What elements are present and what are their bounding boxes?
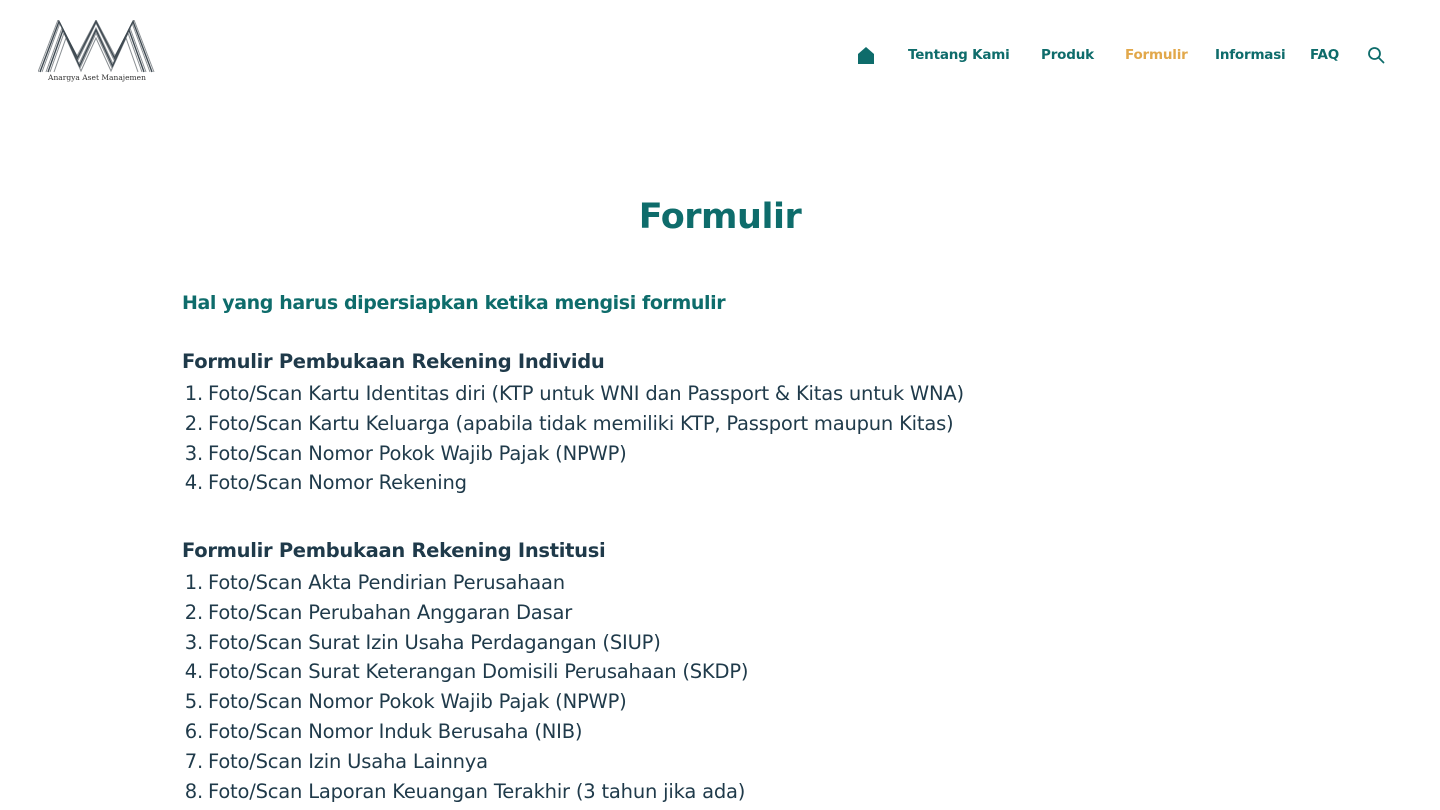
list-item-text: Foto/Scan Nomor Induk Berusaha (NIB) [208,719,583,743]
list-item-text: Foto/Scan Perubahan Anggaran Dasar [208,600,573,624]
search-icon[interactable] [1367,46,1385,64]
list-item-number: 2. [184,600,203,624]
home-icon[interactable] [857,46,875,64]
list-item-number: 6. [184,719,203,743]
section-subtitle: Hal yang harus dipersiapkan ketika mengisi formulir [182,292,726,314]
list-item-text: Foto/Scan Surat Keterangan Domisili Perusahaan (SKDP) [208,660,749,684]
list-item-text: Foto/Scan Surat Izin Usaha Perdagangan (SIUP) [208,630,661,654]
list-item-number: 4. [184,471,203,495]
nav-item-faq[interactable]: FAQ [1310,47,1339,63]
list-item-number: 1. [184,382,203,405]
site-header [0,0,1440,110]
list-item-number: 1. [184,571,203,594]
individu-form-heading: Formulir Pembukaan Rekening Individu [182,350,605,373]
institusi-form-heading: Formulir Pembukaan Rekening Institusi [182,539,606,562]
list-item-text: Foto/Scan Kartu Keluarga (apabila tidak memiliki KTP, Passport maupun Kitas) [208,411,954,435]
list-item-number: 3. [184,441,203,465]
nav-item-informasi[interactable]: Informasi [1215,47,1286,63]
nav-item-produk[interactable]: Produk [1041,47,1094,63]
list-item-text: Foto/Scan Izin Usaha Lainnya [208,749,488,773]
main-navigation [0,44,1440,72]
list-item-text: Foto/Scan Kartu Identitas diri (KTP untuk WNI dan Passport & Kitas untuk WNA) [208,382,964,405]
logo-caption: Anargya Aset Manajemen [48,73,146,82]
list-item-text: Foto/Scan Nomor Pokok Wajib Pajak (NPWP) [208,441,627,465]
nav-item-formulir[interactable]: Formulir [1125,47,1188,63]
list-item-text: Foto/Scan Laporan Keuangan Terakhir (3 tahun jika ada) [208,779,746,803]
list-item-number: 7. [184,749,203,773]
list-item-text: Foto/Scan Nomor Pokok Wajib Pajak (NPWP) [208,690,627,714]
list-item-number: 2. [184,411,203,435]
list-item-number: 5. [184,690,203,714]
list-item-text: Foto/Scan Nomor Rekening [208,471,467,495]
list-item-text: Foto/Scan Akta Pendirian Perusahaan [208,571,565,594]
list-item-number: 4. [184,660,203,684]
page-title: Formulir [638,197,802,237]
list-item-number: 3. [184,630,203,654]
nav-item-tentang-kami[interactable]: Tentang Kami [908,47,1010,63]
list-item-number: 8. [184,779,203,803]
